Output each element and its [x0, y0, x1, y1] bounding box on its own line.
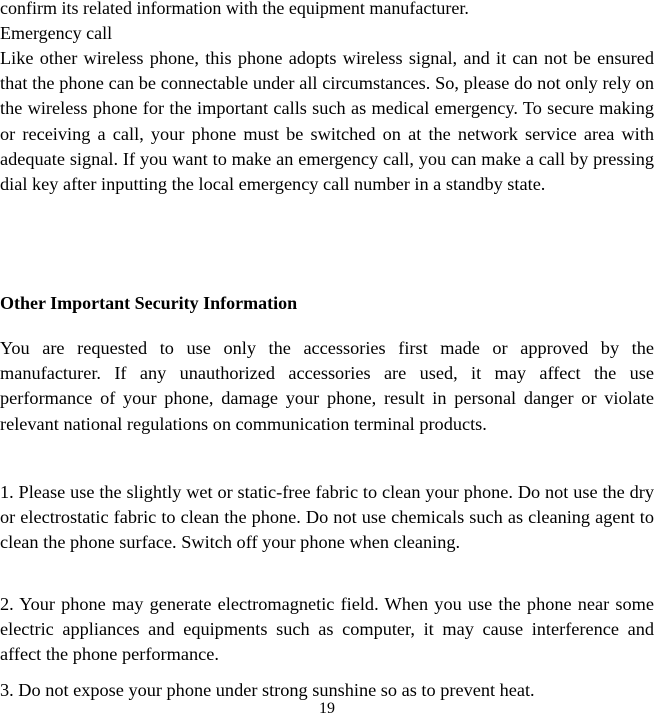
list-item-cleaning: 1. Please use the slightly wet or static-free fabric to clean your phone. Do not use the dry or electrostatic fabric to clean the phone. Do not use chemicals such as cleaning agent to clean the phone surface. Switch off your phone when cleaning.	[0, 482, 654, 553]
emergency-call-heading: Emergency call	[0, 23, 113, 43]
list-item-sunshine: 3. Do not expose your phone under strong sunshine so as to prevent heat.	[0, 680, 535, 700]
continued-text-line: confirm its related information with the equipment manufacturer.	[0, 0, 469, 18]
list-item-electromagnetic: 2. Your phone may generate electromagnetic field. When you use the phone near some electric appliances and equipments such as computer, it may cause interference and affect the phone performance.	[0, 594, 654, 665]
page-number: 19	[319, 700, 335, 717]
emergency-call-paragraph: Like other wireless phone, this phone adopts wireless signal, and it can not be ensured that the phone can be connectable under all circumstances. So, please do not only rely on the wireless phone for the important calls such as medical emergency. To secure making or receiving a call, your phone must be switched on at the network service area with adequate signal. If you want to make an emergency call, you can make a call by pressing dial key after inputting the local emergency call number in a standby state.	[0, 48, 654, 195]
security-information-heading: Other Important Security Information	[0, 293, 298, 313]
security-intro-paragraph: You are requested to use only the accessories first made or approved by the manufacturer. If any unauthorized accessories are used, it may affect the use performance of your phone, damage your phone, result in personal danger or violate relevant national regulations on communication terminal products.	[0, 338, 654, 434]
